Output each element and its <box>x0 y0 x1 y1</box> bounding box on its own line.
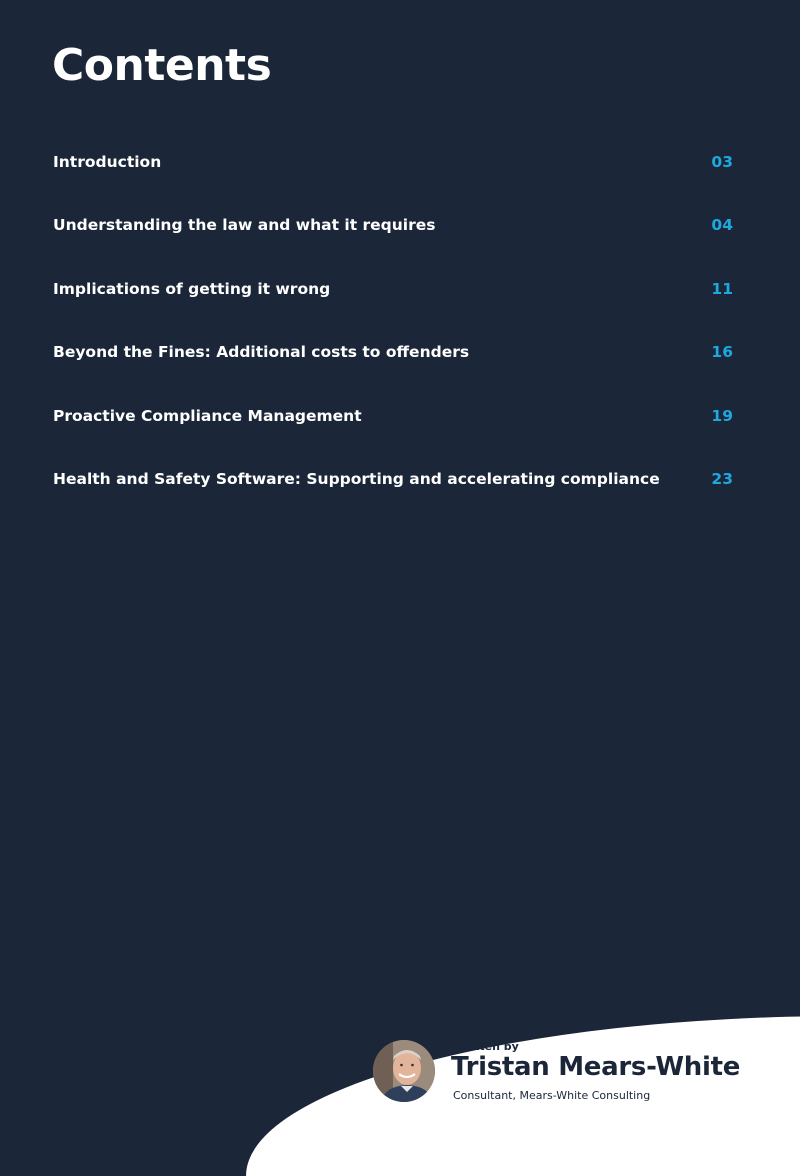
author-photo <box>373 1040 435 1102</box>
toc-item-introduction[interactable] <box>53 148 733 175</box>
toc-item-page-number: 23 <box>711 470 733 489</box>
author-portrait-icon <box>373 1040 435 1102</box>
toc-item-page-number: 03 <box>711 152 733 171</box>
toc-item-implications[interactable] <box>53 275 733 302</box>
author-name: Tristan Mears-White <box>451 1052 741 1082</box>
toc-item-label: Health and Safety Software: Supporting and accelerating compliance <box>53 470 660 489</box>
toc-item-page-number: 04 <box>711 216 733 235</box>
toc-item-page-number: 11 <box>711 279 733 298</box>
toc-item-page-number: 16 <box>711 343 733 362</box>
toc-item-health-safety-software[interactable] <box>53 466 733 493</box>
toc-item-label: Beyond the Fines: Additional costs to offenders <box>53 343 470 362</box>
toc-item-label: Proactive Compliance Management <box>53 406 362 425</box>
table-of-contents <box>53 148 733 530</box>
toc-item-page-number: 19 <box>711 406 733 425</box>
toc-item-understanding-the-law[interactable] <box>53 212 733 239</box>
toc-item-label: Understanding the law and what it requires <box>53 216 436 235</box>
toc-item-label: Introduction <box>53 152 162 171</box>
toc-item-label: Implications of getting it wrong <box>53 279 331 298</box>
author-role: Consultant, Mears-White Consulting <box>453 1089 651 1102</box>
toc-item-beyond-the-fines[interactable] <box>53 339 733 366</box>
written-by-label: Written by <box>453 1040 519 1053</box>
page-title: Contents <box>52 40 272 91</box>
toc-item-proactive-compliance[interactable] <box>53 402 733 429</box>
